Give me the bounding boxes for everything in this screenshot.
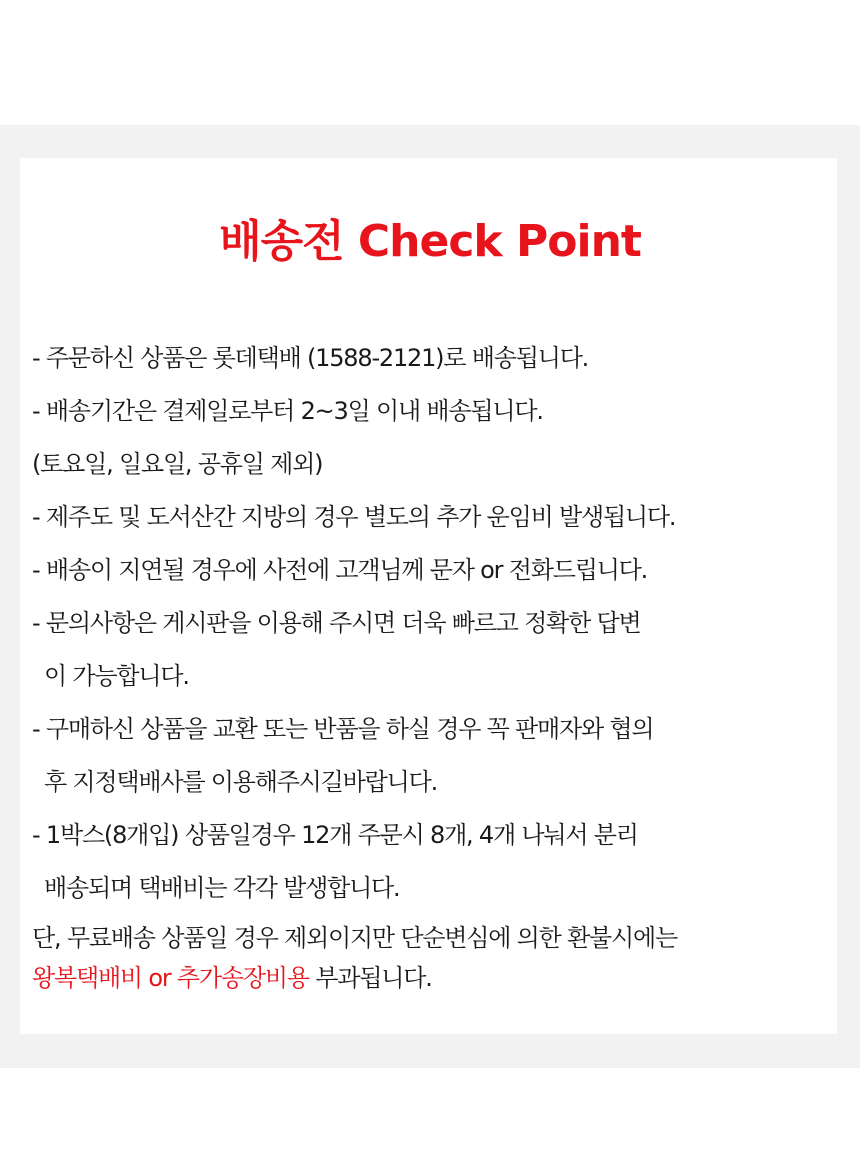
notice-line-island-fee: - 제주도 및 도서산간 지방의 경우 별도의 추가 운임비 발생됩니다. [32, 503, 676, 531]
notice-line-excluded-days: (토요일, 일요일, 공휴일 제외) [32, 450, 323, 478]
notice-line-inquiry: - 문의사항은 게시판을 이용해 주시면 더욱 빠르고 정확한 답변 [32, 609, 641, 637]
page-title: 배송전 Check Point [219, 216, 641, 267]
notice-line-box-split: - 1박스(8개입) 상품일경우 12개 주문시 8개, 4개 나눠서 분리 [32, 821, 638, 849]
notice-line-inquiry-cont: 이 가능합니다. [44, 662, 189, 690]
refund-fee-rest: 부과됩니다. [308, 964, 432, 992]
refund-fee-highlight: 왕복택배비 or 추가송장비용 [32, 964, 309, 992]
notice-line-delivery-period: - 배송기간은 결제일로부터 2~3일 이내 배송됩니다. [32, 397, 543, 425]
notice-line-box-split-cont: 배송되며 택배비는 각각 발생합니다. [44, 874, 400, 902]
notice-line-refund: 단, 무료배송 상품일 경우 제외이지만 단순변심에 의한 환불시에는 [32, 924, 677, 952]
notice-line-return: - 구매하신 상품을 교환 또는 반품을 하실 경우 꼭 판매자와 협의 [32, 715, 654, 743]
notice-line-delay-notice: - 배송이 지연될 경우에 사전에 고객님께 문자 or 전화드립니다. [32, 556, 648, 584]
notice-line-refund-fee [32, 958, 432, 998]
notice-line-delivery-company: - 주문하신 상품은 롯데택배 (1588-2121)로 배송됩니다. [32, 344, 589, 372]
notice-line-return-cont: 후 지정택배사를 이용해주시길바랍니다. [44, 768, 438, 796]
